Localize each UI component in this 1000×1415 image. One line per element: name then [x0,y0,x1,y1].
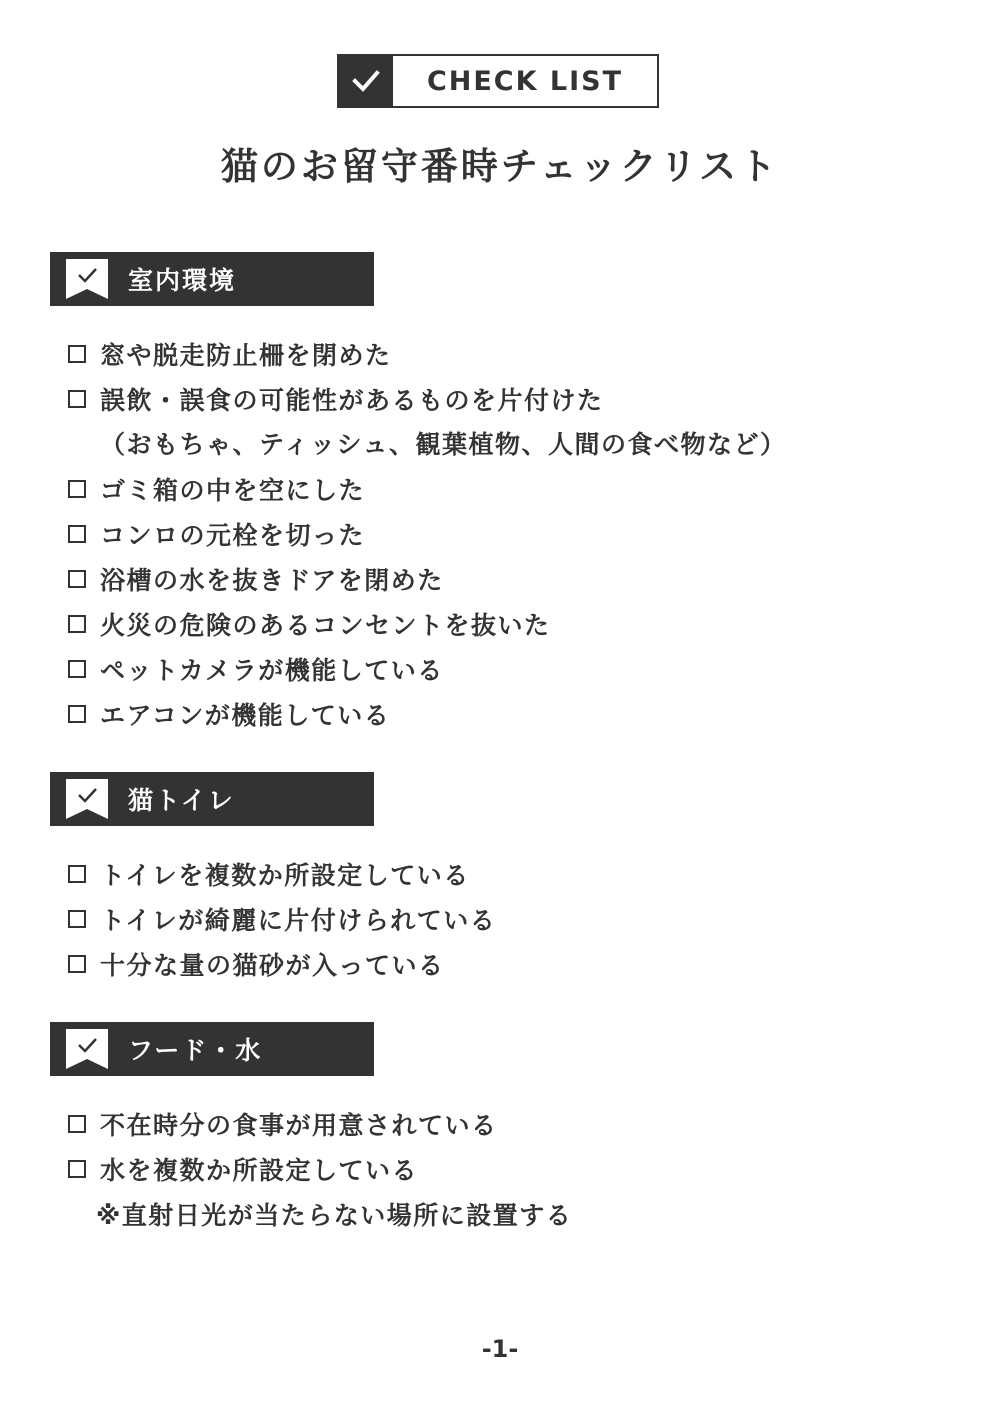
checkbox[interactable] [68,345,86,363]
checkbox[interactable] [68,660,86,678]
checkbox[interactable] [68,865,86,883]
section-title: フード・水 [128,1036,263,1065]
page-title: 猫のお留守番時チェックリスト [220,145,780,188]
checklist-item[interactable] [68,1107,498,1141]
item-label: コンロの元栓を切った [100,521,366,550]
checkbox[interactable] [68,480,86,498]
checkbox[interactable] [68,955,86,973]
item-label: エアコンが機能している [100,701,391,730]
bookmark-check-icon [66,259,108,299]
checkbox[interactable] [68,1115,86,1133]
item-label: 誤飲・誤食の可能性があるものを片付けた [100,386,604,415]
checkbox[interactable] [68,910,86,928]
item-label: 窓や脱走防止柵を閉めた [100,341,392,370]
checklist-item[interactable] [68,697,390,731]
checkbox[interactable] [68,525,86,543]
check-icon [339,56,393,106]
checklist-item[interactable] [68,562,444,596]
item-label: トイレが綺麗に片付けられている [100,906,497,935]
item-label: ペットカメラが機能している [100,656,444,685]
checkbox[interactable] [68,570,86,588]
checklist-item[interactable] [68,1152,418,1186]
item-label: 十分な量の猫砂が入っている [100,951,445,980]
checklist-item[interactable] [68,947,445,981]
checkbox[interactable] [68,1160,86,1178]
section-header-food-water [50,1022,374,1076]
checklist-item[interactable] [68,337,392,371]
checklist-item[interactable] [68,607,551,641]
item-note: （おもちゃ、ティッシュ、観葉植物、人間の食べ物など） [100,430,787,459]
bookmark-check-icon [66,1029,108,1069]
item-note: ※直射日光が当たらない場所に設置する [96,1201,573,1230]
checklist-item[interactable] [68,857,470,891]
item-label: トイレを複数か所設定している [100,861,470,890]
section-header-litter [50,772,374,826]
section-header-indoor [50,252,374,306]
section-title: 室内環境 [128,266,237,295]
checklist-badge [337,54,659,108]
checkbox[interactable] [68,705,86,723]
item-label: 火災の危険のあるコンセントを抜いた [100,611,551,640]
section-title: 猫トイレ [128,786,235,815]
checklist-item[interactable] [68,517,365,551]
item-label: ゴミ箱の中を空にした [100,476,366,505]
page-number: -1- [481,1335,519,1363]
item-label: 不在時分の食事が用意されている [100,1111,498,1140]
badge-label: CHECK LIST [426,65,624,97]
checklist-item[interactable] [68,902,496,936]
item-label: 水を複数か所設定している [100,1156,419,1185]
bookmark-check-icon [66,779,108,819]
checklist-item[interactable] [68,472,365,506]
checkbox[interactable] [68,390,86,408]
checkbox[interactable] [68,615,86,633]
checklist-item[interactable] [68,382,604,416]
item-label: 浴槽の水を抜きドアを閉めた [100,566,444,595]
checklist-item[interactable] [68,652,444,686]
